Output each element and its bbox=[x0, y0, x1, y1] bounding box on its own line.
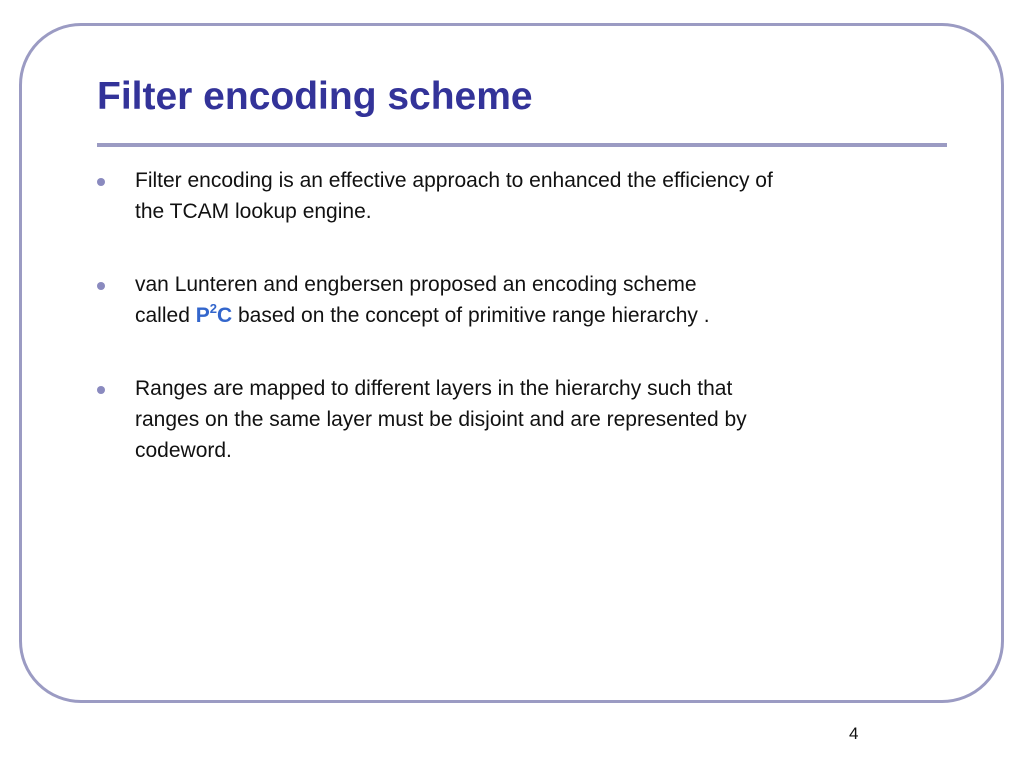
page-number: 4 bbox=[849, 724, 859, 743]
bullet-3-line-1: Ranges are mapped to different layers in the hierarchy such that bbox=[135, 377, 733, 400]
bullet-dot-icon bbox=[97, 178, 105, 186]
bullet-dot-icon bbox=[97, 282, 105, 290]
bullet-item-3 bbox=[97, 373, 917, 466]
bullet-item-1 bbox=[97, 165, 917, 227]
bullet-item-2 bbox=[97, 269, 917, 331]
bullet-1-line-2: the TCAM lookup engine. bbox=[135, 200, 372, 223]
p2c-base: P bbox=[195, 304, 210, 327]
bullet-2-after: based on the concept of primitive range hierarchy . bbox=[232, 304, 710, 327]
p2c-superscript: 2 bbox=[209, 301, 217, 316]
title-underline bbox=[97, 143, 947, 147]
bullet-list bbox=[97, 165, 917, 508]
slide-title: Filter encoding scheme bbox=[97, 75, 533, 118]
bullet-dot-icon bbox=[97, 386, 105, 394]
bullet-2-called: called bbox=[135, 304, 196, 327]
bullet-2-line-1: van Lunteren and engbersen proposed an encoding scheme bbox=[135, 273, 697, 296]
bullet-1-line-1: Filter encoding is an effective approach to enhanced the efficiency of bbox=[135, 169, 773, 192]
bullet-3-line-2: ranges on the same layer must be disjoint and are represented by bbox=[135, 408, 747, 431]
p2c-end: C bbox=[216, 304, 233, 327]
bullet-3-line-3: codeword. bbox=[135, 439, 232, 462]
p2c-term bbox=[195, 301, 233, 327]
